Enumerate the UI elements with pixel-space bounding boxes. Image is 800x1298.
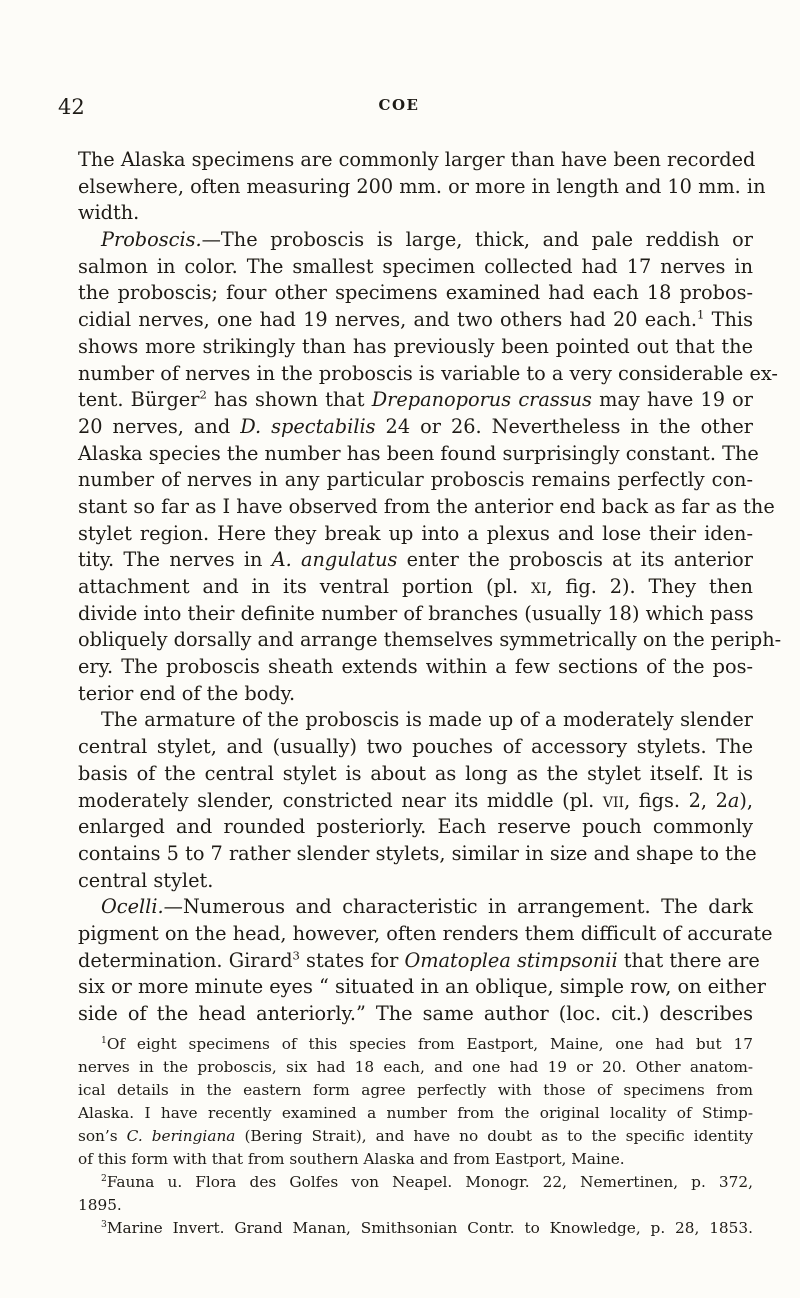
body-line: shows more strikingly than has previously been pointed out that the [78,334,753,358]
footnote-line: $^3$Marine Invert. Grand Manan, Smithsonian Contr. to Knowledge, p. 28, 1853. [101,1219,753,1238]
body-line: 20 nerves, and D. spectabilis 24 or 26. Nevertheless in the other [78,414,753,438]
footnote-line: 1895. [78,1196,122,1215]
body-line: determination. Girard$^3$ states for Omatoplea stimpsonii that there are [78,948,760,972]
body-line: six or more minute eyes “ situated in an oblique, simple row, on either [78,975,767,999]
body-line: Alaska species the number has been found surprisingly constant. The [78,441,759,465]
body-line: number of nerves in any particular proboscis remains perfectly con- [78,468,753,492]
footnote-line: of this form with that from southern Alaska and from Eastport, Maine. [78,1150,625,1169]
body-line: tity. The nerves in A. angulatus enter the proboscis at its anterior [78,548,753,572]
running-head: COE [378,96,420,114]
footnote-line: son’s C. beringiana (Bering Strait), and have no doubt as to the specific identity [78,1127,753,1146]
footnote-line: $^2$Fauna u. Flora des Golfes von Neapel. Monogr. 22, Nemertinen, p. 372, [101,1173,753,1192]
body-line: the proboscis; four other specimens examined had each 18 probos- [78,281,753,305]
footnotes [78,1033,753,1241]
body-line: contains 5 to 7 rather slender stylets, similar in size and shape to the [78,841,757,865]
footnote-line: nerves in the proboscis, six had 18 each, and one had 19 or 20. Other anatom- [78,1057,753,1076]
body-line: tent. Bürger$^2$ has shown that Drepanoporus crassus may have 19 or [78,387,753,412]
page-header [58,95,740,125]
body-line: number of nerves in the proboscis is variable to a very considerable ex- [78,361,778,385]
body-line: basis of the central stylet is about as long as the stylet itself. It is [78,761,753,785]
body-line: cidial nerves, one had 19 nerves, and two others had 20 each.$^1$ This [78,307,753,332]
body-line: salmon in color. The smallest specimen collected had 17 nerves in [78,254,753,278]
footnote-line: Alaska. I have recently examined a number from the original locality of Stimp- [78,1103,753,1122]
body-line: central stylet. [78,868,214,892]
body-line: stant so far as I have observed from the anterior end back as far as the [78,494,775,518]
body-line: terior end of the body. [78,681,296,705]
body-line: The Alaska specimens are commonly larger than have been recorded [78,148,756,171]
footnote-line: $^1$Of eight specimens of this species from Eastport, Maine, one had but 17 [101,1034,753,1053]
footnote-line: ical details in the eastern form agree perfectly with those of specimens from [78,1080,753,1099]
body-line: width. [78,201,140,225]
body-line: divide into their definite number of branches (usually 18) which pass [78,601,754,625]
body-line: obliquely dorsally and arrange themselves symmetrically on the periph- [78,628,782,652]
main-text [78,147,782,1241]
body-line: elsewhere, often measuring 200 mm. or more in length and 10 mm. in [78,174,766,198]
body-line: ery. The proboscis sheath extends within a few sections of the pos- [78,655,753,679]
body-line: Proboscis.—The proboscis is large, thick, and pale reddish or [101,228,753,252]
body-line: The armature of the proboscis is made up of a moderately slender [101,708,753,732]
body-line: pigment on the head, however, often renders them difficult of accurate [78,921,773,945]
body-line: enlarged and rounded posteriorly. Each reserve pouch commonly [78,815,753,839]
body-line: attachment and in its ventral portion (pl. xi, fig. 2). They then [78,575,753,598]
body-line: Ocelli.—Numerous and characteristic in arrangement. The dark [101,895,753,919]
page-number: 42 [58,95,85,119]
body-line: side of the head anteriorly.” The same author (loc. cit.) describes [78,1002,753,1025]
body-line: central stylet, and (usually) two pouches of accessory stylets. The [78,735,753,759]
body-line: stylet region. Here they break up into a plexus and lose their iden- [78,521,753,545]
body-line: moderately slender, constricted near its middle (pl. vii, figs. 2, 2a), [78,788,753,812]
